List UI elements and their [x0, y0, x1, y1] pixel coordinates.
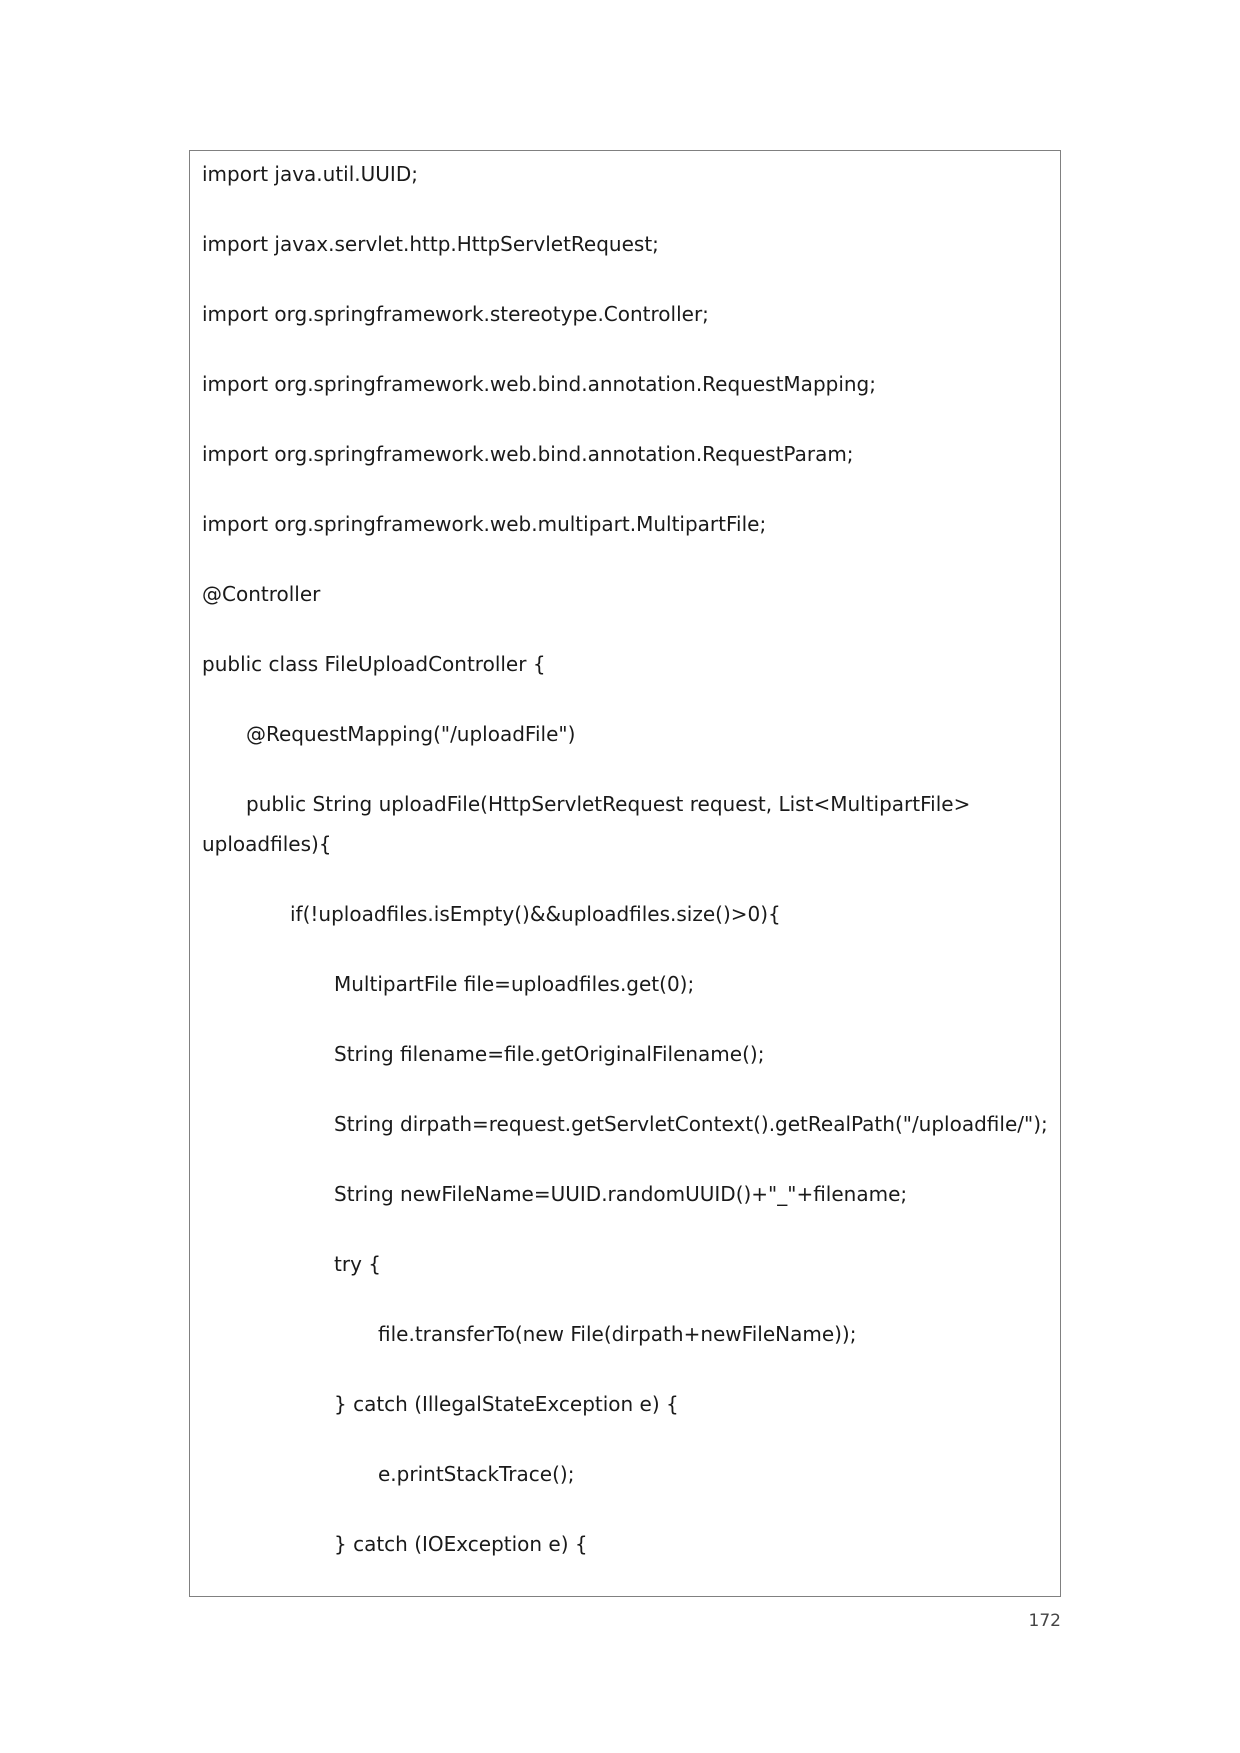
code-line: if(!uploadfiles.isEmpty()&&uploadfiles.size()>0){ — [290, 902, 781, 926]
code-line: import javax.servlet.http.HttpServletRequest; — [202, 232, 659, 256]
code-line: MultipartFile file=uploadfiles.get(0); — [334, 972, 695, 996]
code-line: uploadfiles){ — [202, 832, 332, 856]
code-listing-box — [189, 150, 1061, 1597]
code-line: } catch (IllegalStateException e) { — [334, 1392, 679, 1416]
code-line: file.transferTo(new File(dirpath+newFileName)); — [378, 1322, 857, 1346]
code-line: e.printStackTrace(); — [378, 1462, 575, 1486]
code-line: import org.springframework.web.bind.annotation.RequestParam; — [202, 442, 854, 466]
code-line: public String uploadFile(HttpServletRequest request, List<MultipartFile> — [246, 792, 971, 816]
page-number: 172 — [1028, 1611, 1061, 1631]
code-line: try { — [334, 1252, 381, 1276]
code-line: @Controller — [202, 582, 321, 606]
code-line: } catch (IOException e) { — [334, 1532, 588, 1556]
code-line: import org.springframework.stereotype.Controller; — [202, 302, 709, 326]
code-line: String filename=file.getOriginalFilename(); — [334, 1042, 765, 1066]
code-line: import java.util.UUID; — [202, 162, 418, 186]
code-line: String newFileName=UUID.randomUUID()+"_"+filename; — [334, 1182, 908, 1206]
code-line: import org.springframework.web.bind.annotation.RequestMapping; — [202, 372, 876, 396]
code-line: import org.springframework.web.multipart.MultipartFile; — [202, 512, 767, 536]
code-line: String dirpath=request.getServletContext().getRealPath("/uploadfile/"); — [334, 1112, 1048, 1136]
code-line: public class FileUploadController { — [202, 652, 546, 676]
code-line: @RequestMapping("/uploadFile") — [246, 722, 576, 746]
